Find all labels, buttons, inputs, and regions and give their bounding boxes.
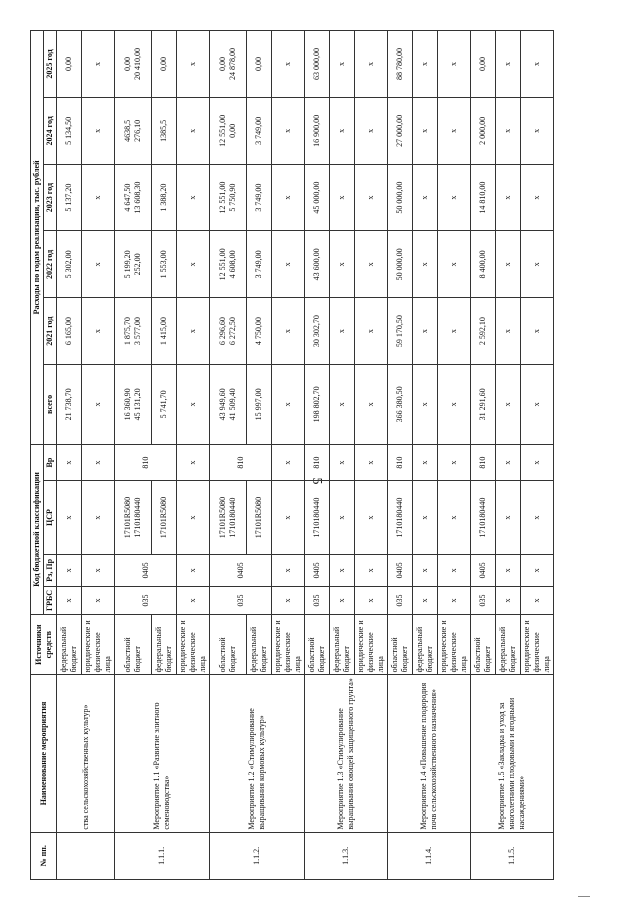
row-num: 1.1.2. xyxy=(210,832,305,879)
value-line: 12 551,00 xyxy=(218,181,227,214)
cell-rzpr: 0405 xyxy=(210,554,272,586)
cell-2023 xyxy=(115,164,152,231)
cell-2025: x xyxy=(272,31,305,98)
cell-2022: 43 600,00 xyxy=(305,231,330,298)
cell-vr: x xyxy=(82,444,115,481)
cell-2023: 1 388,20 xyxy=(152,164,177,231)
cell-rzpr: x xyxy=(413,554,438,586)
cell-2021: 6 165,00 xyxy=(57,298,82,365)
row-source: федеральный бюджет xyxy=(496,615,521,675)
row-source: федеральный бюджет xyxy=(152,615,177,675)
cell-total xyxy=(210,365,247,445)
cell-total: x xyxy=(496,365,521,445)
cell-rzpr: 0405 xyxy=(115,554,177,586)
cell-2021: x xyxy=(521,298,554,365)
cell-2021: x xyxy=(355,298,388,365)
cell-2023: x xyxy=(413,164,438,231)
value-line: 20 410,00 xyxy=(133,47,142,80)
cell-grbs: x xyxy=(177,587,210,615)
cell-total: 15 997,00 xyxy=(247,365,272,445)
cell-vr: x xyxy=(438,444,471,481)
cell-csr xyxy=(115,481,152,554)
header-grbs: ГРБС xyxy=(44,587,57,615)
value-line: 24 878,00 xyxy=(228,47,237,80)
value-line: 3 577,00 xyxy=(133,317,142,346)
cell-2022 xyxy=(115,231,152,298)
cell-grbs: x xyxy=(438,587,471,615)
cell-total: x xyxy=(177,365,210,445)
cell-2021 xyxy=(115,298,152,365)
header-total: всего xyxy=(44,365,57,445)
cell-vr: x xyxy=(413,444,438,481)
cell-vr: x xyxy=(521,444,554,481)
row-source: федеральный бюджет xyxy=(57,615,82,675)
cell-2025 xyxy=(115,31,152,98)
cell-csr: x xyxy=(330,481,355,554)
cell-csr: x xyxy=(438,481,471,554)
cell-vr: x xyxy=(496,444,521,481)
cell-2022: 1 553,00 xyxy=(152,231,177,298)
cell-grbs: 035 xyxy=(210,587,272,615)
cell-csr: 1710180440 xyxy=(388,481,413,554)
header-num: № пп. xyxy=(31,832,57,879)
table-row xyxy=(115,31,152,880)
cell-2024: x xyxy=(413,97,438,164)
header-expenses: Расходы по годам реализации, тыс. рублей xyxy=(31,31,44,445)
value-line: 41 509,40 xyxy=(228,388,237,421)
cell-rzpr: x xyxy=(82,554,115,586)
row-source: федеральный бюджет xyxy=(413,615,438,675)
row-name: ства сельскохозяйственных культур» xyxy=(57,675,115,832)
cell-2023: 5 137,20 xyxy=(57,164,82,231)
value-line: 6 272,50 xyxy=(228,317,237,346)
row-source: областной бюджет xyxy=(305,615,330,675)
row-name: Мероприятие 1.5 «Закладка и уход за многолетними плодовыми и ягодными насаждениями» xyxy=(471,675,554,832)
cell-2023: 3 749,00 xyxy=(247,164,272,231)
cell-csr: 17101R5080 xyxy=(152,481,177,554)
cell-total: 5 741,70 xyxy=(152,365,177,445)
cell-2022: 5 302,00 xyxy=(57,231,82,298)
cell-csr: x xyxy=(521,481,554,554)
cell-csr: 1710180440 xyxy=(305,481,330,554)
cell-total: x xyxy=(413,365,438,445)
cell-2024: 16 900,00 xyxy=(305,97,330,164)
cell-2023: x xyxy=(82,164,115,231)
value-line: 0,00 xyxy=(218,56,227,71)
cell-2022 xyxy=(210,231,247,298)
header-source: Источники средств xyxy=(31,615,57,675)
cell-2024: x xyxy=(355,97,388,164)
cell-2024: 2 000,00 xyxy=(471,97,496,164)
cell-2025: 63 000,00 xyxy=(305,31,330,98)
cell-csr: x xyxy=(413,481,438,554)
cell-2021: 2 592,10 xyxy=(471,298,496,365)
row-source: областной бюджет xyxy=(388,615,413,675)
cell-grbs: x xyxy=(521,587,554,615)
cell-2023: x xyxy=(177,164,210,231)
value-line: 12 551,00 xyxy=(218,248,227,281)
row-num: 1.1.5. xyxy=(471,832,554,879)
cell-csr: x xyxy=(57,481,82,554)
cell-grbs: x xyxy=(272,587,305,615)
cell-vr: 810 xyxy=(210,444,272,481)
value-line: 45 131,20 xyxy=(133,388,142,421)
cell-2021: 4 750,00 xyxy=(247,298,272,365)
cell-csr xyxy=(210,481,247,554)
cell-2025: x xyxy=(355,31,388,98)
cell-total: x xyxy=(355,365,388,445)
cell-2021 xyxy=(210,298,247,365)
cell-2024: x xyxy=(272,97,305,164)
cell-2023: 45 000,00 xyxy=(305,164,330,231)
row-source: юридические и физические лица xyxy=(177,615,210,675)
cell-2022: x xyxy=(438,231,471,298)
cell-vr: x xyxy=(177,444,210,481)
header-budget-code: Код бюджетной классификации xyxy=(31,444,44,614)
row-source: юридические и физические лица xyxy=(521,615,554,675)
cell-2021: x xyxy=(438,298,471,365)
cell-2025: x xyxy=(521,31,554,98)
cell-2025: x xyxy=(413,31,438,98)
value-line: 5 750,90 xyxy=(228,183,237,212)
cell-2021: x xyxy=(330,298,355,365)
header-csr: ЦСР xyxy=(44,481,57,554)
value-line: 16 360,90 xyxy=(123,388,132,421)
value-line: 0,00 xyxy=(123,56,132,71)
cell-total: x xyxy=(272,365,305,445)
cell-2025: x xyxy=(82,31,115,98)
row-source: областной бюджет xyxy=(471,615,496,675)
cell-grbs: x xyxy=(57,587,82,615)
row-source: федеральный бюджет xyxy=(247,615,272,675)
header-2022: 2022 год xyxy=(44,231,57,298)
cell-vr: x xyxy=(57,444,82,481)
row-source: федеральный бюджет xyxy=(330,615,355,675)
table-row xyxy=(57,31,82,880)
header-2024: 2024 год xyxy=(44,97,57,164)
cell-total: 198 802,70 xyxy=(305,365,330,445)
value-line: 4 647,50 xyxy=(123,183,132,212)
cell-rzpr: x xyxy=(355,554,388,586)
cell-csr: 17101R5080 xyxy=(247,481,272,554)
cell-2023: x xyxy=(330,164,355,231)
cell-csr: x xyxy=(355,481,388,554)
value-line: 4 608,00 xyxy=(228,250,237,279)
cell-2024: x xyxy=(438,97,471,164)
cell-total: 31 291,60 xyxy=(471,365,496,445)
cell-rzpr: x xyxy=(521,554,554,586)
cell-grbs: x xyxy=(82,587,115,615)
cell-2024: 5 134,50 xyxy=(57,97,82,164)
rotated-table-container xyxy=(30,30,592,880)
cell-2022: x xyxy=(355,231,388,298)
cell-2022: x xyxy=(413,231,438,298)
cell-2022: x xyxy=(330,231,355,298)
cell-2021: x xyxy=(496,298,521,365)
cell-csr: x xyxy=(82,481,115,554)
cell-2024: x xyxy=(496,97,521,164)
cell-2021: x xyxy=(413,298,438,365)
header-2025: 2025 год xyxy=(44,31,57,98)
header-rzpr: Рз, Пр xyxy=(44,554,57,586)
table-row xyxy=(210,31,247,880)
csr-line: 1710180440 xyxy=(133,497,142,538)
row-source: областной бюджет xyxy=(210,615,247,675)
cell-rzpr: 0405 xyxy=(305,554,330,586)
cell-vr: 810 xyxy=(388,444,413,481)
cell-vr: x xyxy=(330,444,355,481)
cell-2021: 1 415,00 xyxy=(152,298,177,365)
row-name: Мероприятие 1.2 «Стимулирование выращивания кормовых культур» xyxy=(210,675,305,832)
cell-2025: 0,00 xyxy=(57,31,82,98)
cell-csr: 1710180440 xyxy=(471,481,496,554)
value-line: 0,00 xyxy=(228,123,237,138)
cell-2021: x xyxy=(82,298,115,365)
row-num: 1.1.4. xyxy=(388,832,471,879)
cell-2024 xyxy=(210,97,247,164)
row-name: Мероприятие 1.4 «Повышение плодородия почв сельскохозяйственного назначения» xyxy=(388,675,471,832)
row-source: юридические и физические лица xyxy=(82,615,115,675)
cell-2025: x xyxy=(496,31,521,98)
budget-table xyxy=(30,30,554,880)
value-line: 1 875,70 xyxy=(123,317,132,346)
cell-2025: 0,00 xyxy=(247,31,272,98)
cell-2023: x xyxy=(438,164,471,231)
cell-2022: x xyxy=(272,231,305,298)
cell-rzpr: x xyxy=(330,554,355,586)
row-name: Мероприятие 1.3 «Стимулирование выращивания овощей защищенного грунта» xyxy=(305,675,388,832)
cell-2022: x xyxy=(496,231,521,298)
cell-vr: x xyxy=(272,444,305,481)
cell-2025: x xyxy=(438,31,471,98)
header-row-1 xyxy=(31,31,44,880)
cell-2025: 0,00 xyxy=(152,31,177,98)
cell-2024: x xyxy=(82,97,115,164)
row-num xyxy=(57,832,115,879)
cell-vr: 810 xyxy=(471,444,496,481)
row-source: областной бюджет xyxy=(115,615,152,675)
cell-csr: x xyxy=(272,481,305,554)
cell-grbs: 035 xyxy=(115,587,177,615)
cell-2022: 8 400,00 xyxy=(471,231,496,298)
cell-2023: x xyxy=(355,164,388,231)
cell-total: 21 738,70 xyxy=(57,365,82,445)
cell-grbs: x xyxy=(330,587,355,615)
cell-rzpr: 0405 xyxy=(471,554,496,586)
header-2023: 2023 год xyxy=(44,164,57,231)
value-line: 276,10 xyxy=(133,119,142,142)
cell-vr: 810 xyxy=(115,444,177,481)
header-name: Наименование мероприятия xyxy=(31,675,57,832)
csr-line: 17101R5080 xyxy=(218,496,227,539)
cell-rzpr: x xyxy=(57,554,82,586)
cell-2022: 3 749,00 xyxy=(247,231,272,298)
header-vr: Вр xyxy=(44,444,57,481)
row-name: Мероприятие 1.1 «Развитие элитного семеноводства» xyxy=(115,675,210,832)
cell-2022: x xyxy=(177,231,210,298)
cell-rzpr: x xyxy=(272,554,305,586)
cell-2022: 50 000,00 xyxy=(388,231,413,298)
cell-2025: x xyxy=(177,31,210,98)
cell-2024: 1385,5 xyxy=(152,97,177,164)
value-line: 6 296,60 xyxy=(218,317,227,346)
cell-2025: 0,00 xyxy=(471,31,496,98)
cell-2024 xyxy=(115,97,152,164)
table-row xyxy=(388,31,413,880)
header-2021: 2021 год xyxy=(44,298,57,365)
page-number: 5 xyxy=(309,477,324,485)
cell-2023: x xyxy=(272,164,305,231)
cell-csr: x xyxy=(177,481,210,554)
cell-rzpr: x xyxy=(438,554,471,586)
cell-total: x xyxy=(438,365,471,445)
cell-rzpr: x xyxy=(177,554,210,586)
cell-total xyxy=(115,365,152,445)
csr-line: 1710180440 xyxy=(228,497,237,538)
cell-grbs: 035 xyxy=(471,587,496,615)
table-row xyxy=(305,31,330,880)
cell-2024: 3 749,00 xyxy=(247,97,272,164)
cell-2023: 14 810,00 xyxy=(471,164,496,231)
cell-total: x xyxy=(82,365,115,445)
cell-2021: 59 170,50 xyxy=(388,298,413,365)
value-line: 5 199,20 xyxy=(123,250,132,279)
row-num: 1.1.3. xyxy=(305,832,388,879)
cell-grbs: x xyxy=(496,587,521,615)
cell-2024: x xyxy=(521,97,554,164)
cell-2025: x xyxy=(330,31,355,98)
cell-total: x xyxy=(330,365,355,445)
cell-total: 366 380,50 xyxy=(388,365,413,445)
cell-grbs: 035 xyxy=(305,587,330,615)
cell-total: x xyxy=(521,365,554,445)
cell-vr: x xyxy=(355,444,388,481)
cell-2023: x xyxy=(496,164,521,231)
cell-2023 xyxy=(210,164,247,231)
cell-rzpr: 0405 xyxy=(388,554,413,586)
row-source: юридические и физические лица xyxy=(272,615,305,675)
cell-2023: x xyxy=(521,164,554,231)
scan-mark xyxy=(578,890,590,897)
value-line: 43 949,60 xyxy=(218,388,227,421)
row-source: юридические и физические лица xyxy=(355,615,388,675)
cell-2022: x xyxy=(82,231,115,298)
cell-grbs: x xyxy=(355,587,388,615)
cell-2022: x xyxy=(521,231,554,298)
cell-2021: x xyxy=(272,298,305,365)
table-row xyxy=(471,31,496,880)
value-line: 12 551,00 xyxy=(218,114,227,147)
value-line: 13 608,30 xyxy=(133,181,142,214)
cell-2024: x xyxy=(330,97,355,164)
cell-2023: 50 000,00 xyxy=(388,164,413,231)
cell-2024: 27 000,00 xyxy=(388,97,413,164)
cell-csr: x xyxy=(496,481,521,554)
cell-grbs: 035 xyxy=(388,587,413,615)
csr-line: 17101R5080 xyxy=(123,496,132,539)
row-num: 1.1.1. xyxy=(115,832,210,879)
cell-2021: 30 302,70 xyxy=(305,298,330,365)
cell-2025 xyxy=(210,31,247,98)
value-line: 252,00 xyxy=(133,253,142,276)
cell-grbs: x xyxy=(413,587,438,615)
cell-2025: 88 780,00 xyxy=(388,31,413,98)
row-source: юридические и физические лица xyxy=(438,615,471,675)
cell-2024: x xyxy=(177,97,210,164)
cell-vr: 810 xyxy=(305,444,330,481)
cell-rzpr: x xyxy=(496,554,521,586)
cell-2021: x xyxy=(177,298,210,365)
value-line: 4638,5 xyxy=(123,119,132,142)
